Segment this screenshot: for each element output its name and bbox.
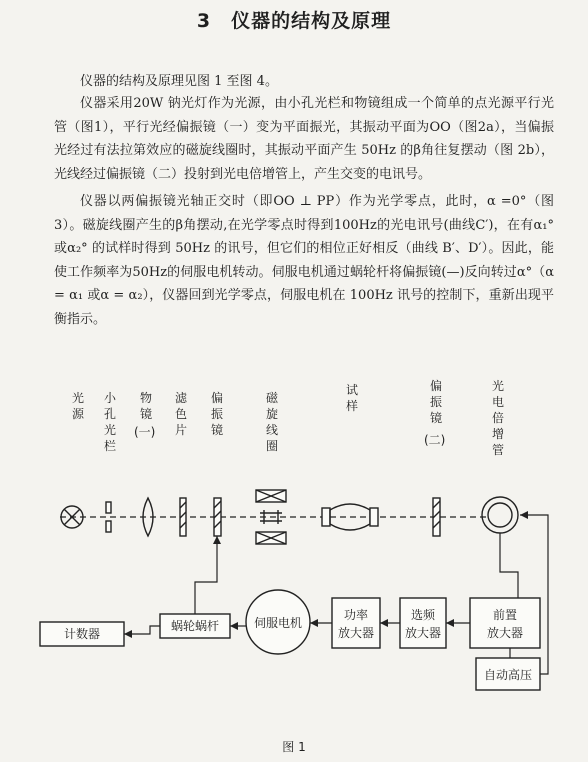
arrow-left-icon [230,622,238,630]
label-pinhole [104,391,117,453]
photomultiplier-symbol [482,497,518,533]
label-char: 振 [430,395,443,409]
pmt-to-preamp-line [500,533,518,598]
paragraph-3: 仪器以两偏振镜光轴正交时（即OO ⊥ PP）作为光学零点，此时，α =0°（图3）。磁旋线圈产生的β角摆动,在光学零点时得到100Hz的光电讯号(曲线C′)，在有α₁° 或α₂° 的试样时得到 50Hz 的讯号，但它们的相位正好相反（曲线 B′、D′）。因此，能使工作频率为50Hz的伺服电机转动。伺服电机通过蜗轮杆将偏振镜(—)反向转过α°（α = α₁ 或α = α₂），仪器回到光学零点，伺服电机在 100Hz 讯号的控制下，重新出现平衡指示。 [54,194,554,327]
hv-feedback-line [520,515,548,674]
auto-hv-label: 自动高压 [483,668,533,682]
arrow-left-icon [520,511,528,519]
label-char: 小 [104,391,117,405]
section-number: 3 [196,10,212,32]
label-char: 电 [492,395,505,409]
power-amp-block [332,598,380,648]
label-char: 片 [175,423,188,437]
label-char: 色 [175,407,188,421]
arrow-left-icon [446,619,454,627]
label-pmt [492,378,504,457]
label-char: 振 [211,407,224,421]
label-char: 偏 [211,391,224,405]
polarizer-symbol [213,498,221,550]
label-char: 磁 [266,391,279,405]
section-heading: 仪器的结构及原理 [231,10,392,32]
filter-symbol [180,498,186,536]
paragraph-2: 仪器采用20W 钠光灯作为光源，由小孔光栏和物镜组成一个简单的点光源平行光管（图1），平行光经偏振镜（一）变为平面振光，其振动平面为OO（图2a），当偏振光经过有法拉第效应的磁旋线圈时，其振动平面产生 50Hz 的β角往复摆动（图 2b），光线经过偏振镜（二）投射到光电倍增管上，产生交变的电讯号。 [54,96,554,182]
pre-amp-block [470,598,540,648]
label-objective [134,390,155,439]
label-sample [346,383,358,413]
label-char: 光 [104,423,117,437]
label-char: 光 [492,379,505,393]
label-char: 镜 [140,407,153,421]
arrow-left-icon [380,619,388,627]
section-title [0,6,588,33]
arrow-up-icon [213,536,221,544]
label-char: (一) [134,425,156,439]
pre-amp-label-2: 放大器 [486,626,524,640]
worm-to-polarizer-line [195,550,217,614]
label-char: 偏 [430,379,443,393]
figure-1-diagram [0,372,588,744]
label-char: 源 [72,407,85,421]
power-amp-label-1: 功率 [343,608,369,622]
arrow-left-icon [124,630,132,638]
label-char: (二) [424,433,446,447]
label-char: 镜 [430,411,443,425]
label-coil [266,391,279,453]
label-char: 栏 [104,439,117,453]
select-amp-block [400,598,446,648]
label-char: 试 [346,383,359,397]
label-filter [175,390,188,437]
label-char: 滤 [175,391,188,405]
label-char: 旋 [266,407,279,421]
label-char: 增 [492,427,505,441]
label-char: 圈 [266,439,279,453]
label-analyzer [424,378,445,447]
power-amp-label-2: 放大器 [337,626,375,640]
label-char: 管 [492,443,505,457]
label-char: 孔 [104,407,117,421]
label-polarizer [211,390,223,437]
label-char: 物 [140,391,153,405]
label-char: 样 [346,399,359,413]
label-char: 倍 [492,411,505,425]
counter-label: 计数器 [63,627,101,641]
worm-gear-label: 蜗轮蜗杆 [170,619,220,633]
figure-caption: 图 1 [282,740,306,754]
arrow-left-icon [310,619,318,627]
select-amp-label-1: 选频 [410,608,436,622]
pre-amp-label-1: 前置 [492,608,518,622]
label-char: 光 [72,391,85,405]
label-light-source [72,390,85,421]
label-char: 线 [266,423,279,437]
select-amp-label-2: 放大器 [404,626,442,640]
analyzer-symbol [433,498,440,536]
paragraph-1: 仪器的结构及原理见图 1 至图 4。 [80,74,278,89]
label-char: 镜 [211,423,224,437]
servo-motor-label: 伺服电机 [253,616,303,630]
